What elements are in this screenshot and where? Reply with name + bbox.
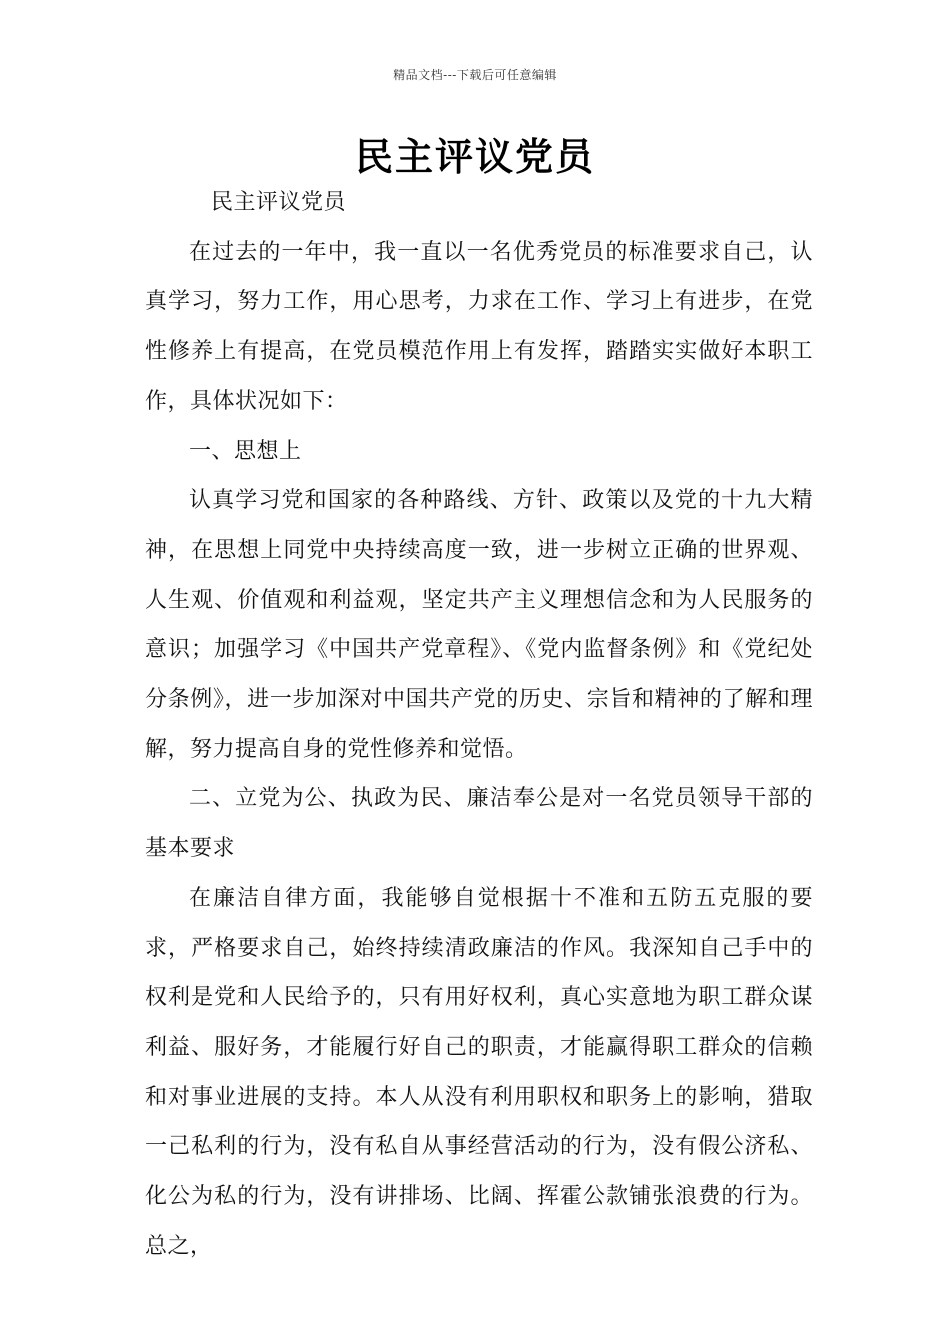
body-paragraph: 在廉洁自律方面，我能够自觉根据十不准和五防五克服的要求，严格要求自己，始终持续清政廉洁的作风。我深知自己手中的权利是党和人民给予的，只有用好权利，真心实意地为职工群众谋利益、服好务，才能履行好自己的职责，才能赢得职工群众的信赖和对事业进展的支持。本人从没有利用职权和职务上的影响，猎取一己私利的行为，没有私自从事经营活动的行为，没有假公济私、化公为私的行为，没有讲排场、比阔、挥霍公款铺张浪费的行为。总之， [145, 885, 813, 1259]
document-body [145, 178, 813, 1271]
page-header: 精品文档---下载后可任意编辑 [393, 68, 557, 82]
section-heading: 一、思想上 [189, 438, 302, 464]
body-paragraph: 认真学习党和国家的各种路线、方针、政策以及党的十九大精神，在思想上同党中央持续高度一致，进一步树立正确的世界观、人生观、价值观和利益观，坚定共产主义理想信念和为人民服务的意识；加强学习《中国共产党章程》、《党内监督条例》和《党纪处分条例》，进一步加深对中国共产党的历史、宗旨和精神的了解和理解，努力提高自身的党性修养和觉悟。 [145, 488, 813, 762]
intro-paragraph: 在过去的一年中，我一直以一名优秀党员的标准要求自己，认真学习，努力工作，用心思考，力求在工作、学习上有进步，在党性修养上有提高，在党员模范作用上有发挥，踏踏实实做好本职工作，具体状况如下： [145, 239, 813, 414]
subtitle-paragraph: 民主评议党员 [211, 190, 347, 215]
document-title: 民主评议党员 [354, 135, 595, 179]
section-heading: 二、立党为公、执政为民、廉洁奉公是对一名党员领导干部的基本要求 [145, 786, 813, 862]
